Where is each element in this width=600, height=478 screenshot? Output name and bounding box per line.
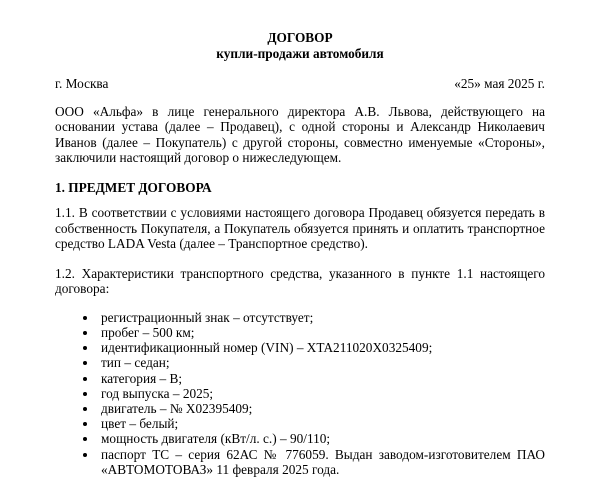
document-title xyxy=(55,30,545,61)
spec-item-registration: • регистрационный знак – отсутствует; xyxy=(98,310,545,325)
spec-item-engine: • двигатель – № X02395409; xyxy=(98,401,545,416)
place-date-row xyxy=(55,76,545,92)
spec-item-category: • категория – B; xyxy=(98,371,545,386)
place-label: г. Москва xyxy=(55,76,109,92)
spec-item-year: • год выпуска – 2025; xyxy=(98,386,545,401)
vehicle-specs-list xyxy=(55,310,545,477)
document-title-line1: ДОГОВОР xyxy=(267,30,333,45)
section1-heading: 1. ПРЕДМЕТ ДОГОВОРА xyxy=(55,179,212,195)
spec-item-power: • мощность двигателя (кВт/л. с.) – 90/110; xyxy=(98,431,545,446)
spec-item-color: • цвет – белый; xyxy=(98,416,545,431)
intro-paragraph: ООО «Альфа» в лице генерального директора А.В. Львова, действующего на основании устава (далее – Продавец), с одной стороны и Александр Николаевич Иванов (далее – Покупатель) с другой стороны, совместно именуемые «Стороны», заключили настоящий договор о нижеследующем. xyxy=(55,103,545,166)
spec-item-vin: • идентификационный номер (VIN) – XTA211020X0325409; xyxy=(98,340,545,355)
clause-1-2: 1.2. Характеристики транспортного средства, указанного в пункте 1.1 настоящего договора: xyxy=(55,265,545,297)
spec-item-passport: • паспорт ТС – серия 62АС № 776059. Выдан заводом-изготовителем ПАО «АВТОМОТОВАЗ» 11 февраля 2025 года. xyxy=(98,447,545,477)
spec-item-type: • тип – седан; xyxy=(98,355,545,370)
date-label: «25» мая 2025 г. xyxy=(454,76,545,92)
document-title-line2: купли-продажи автомобиля xyxy=(216,45,384,61)
spec-item-mileage: • пробег – 500 км; xyxy=(98,325,545,340)
clause-1-1: 1.1. В соответствии с условиями настоящего договора Продавец обязуется передать в собственность Покупателя, а Покупатель обязуется принять и оплатить транспортное средство LADA Vesta (далее – Транспортное средство). xyxy=(55,205,545,252)
